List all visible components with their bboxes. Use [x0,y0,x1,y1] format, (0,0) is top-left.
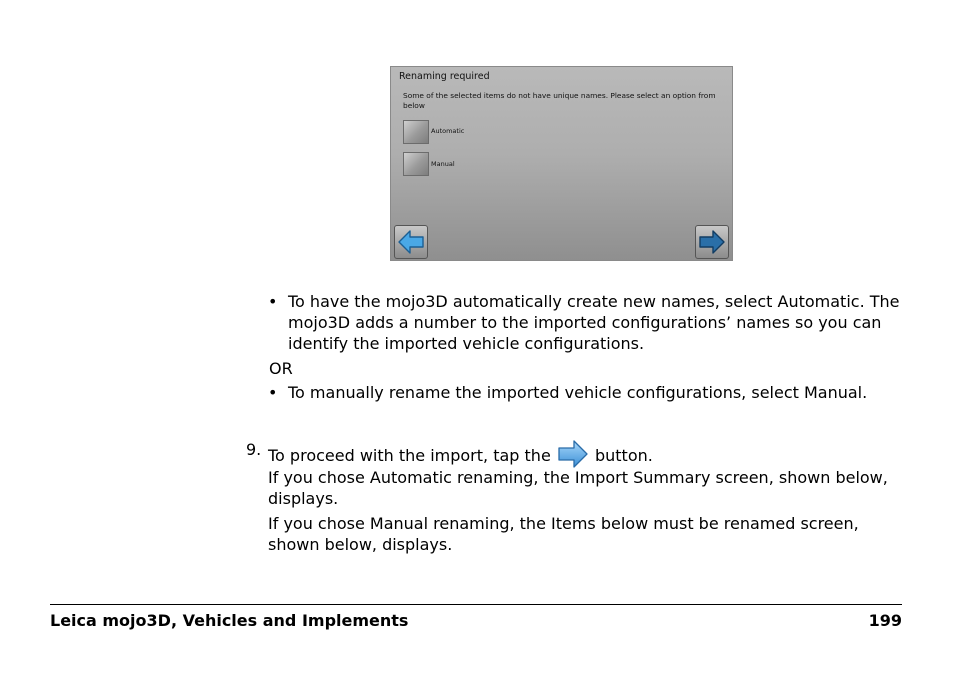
automatic-note: If you chose Automatic renaming, the Import Summary screen, shown below, displays. [268,468,888,508]
device-screenshot [390,66,733,261]
manual-option-label: Manual [431,160,455,168]
dialog-message: Some of the selected items do not have unique names. Please select an option from below [403,91,716,110]
automatic-bullet-text: To have the mojo3D automatically create new names, select Automatic. The mojo3D adds a number to the imported configurations’ names so you can identify the imported vehicle configurations. [288,292,900,353]
step-9-text-before: To proceed with the import, tap the [268,446,551,465]
step-number: 9. [246,440,262,459]
manual-option-button[interactable] [403,152,429,176]
step-9-instruction [268,439,908,469]
arrow-left-icon [397,229,425,255]
manual-note: If you chose Manual renaming, the Items below must be renamed screen, shown below, displays. [268,514,859,554]
automatic-option-label: Automatic [431,127,465,135]
bullet-marker: • [268,292,278,311]
bullet-marker: • [268,383,278,402]
automatic-option-button[interactable] [403,120,429,144]
back-button[interactable] [394,225,428,259]
step-9-text-after: button. [594,446,653,465]
next-button[interactable] [695,225,729,259]
arrow-right-icon [698,229,726,255]
page-number: 199 [868,611,902,630]
dialog-title: Renaming required [399,71,490,82]
manual-bullet-text: To manually rename the imported vehicle configurations, select Manual. [288,383,868,402]
footer-title: Leica mojo3D, Vehicles and Implements [50,611,409,630]
or-text: OR [269,359,293,378]
footer-rule [50,604,902,605]
next-arrow-icon [556,439,590,469]
